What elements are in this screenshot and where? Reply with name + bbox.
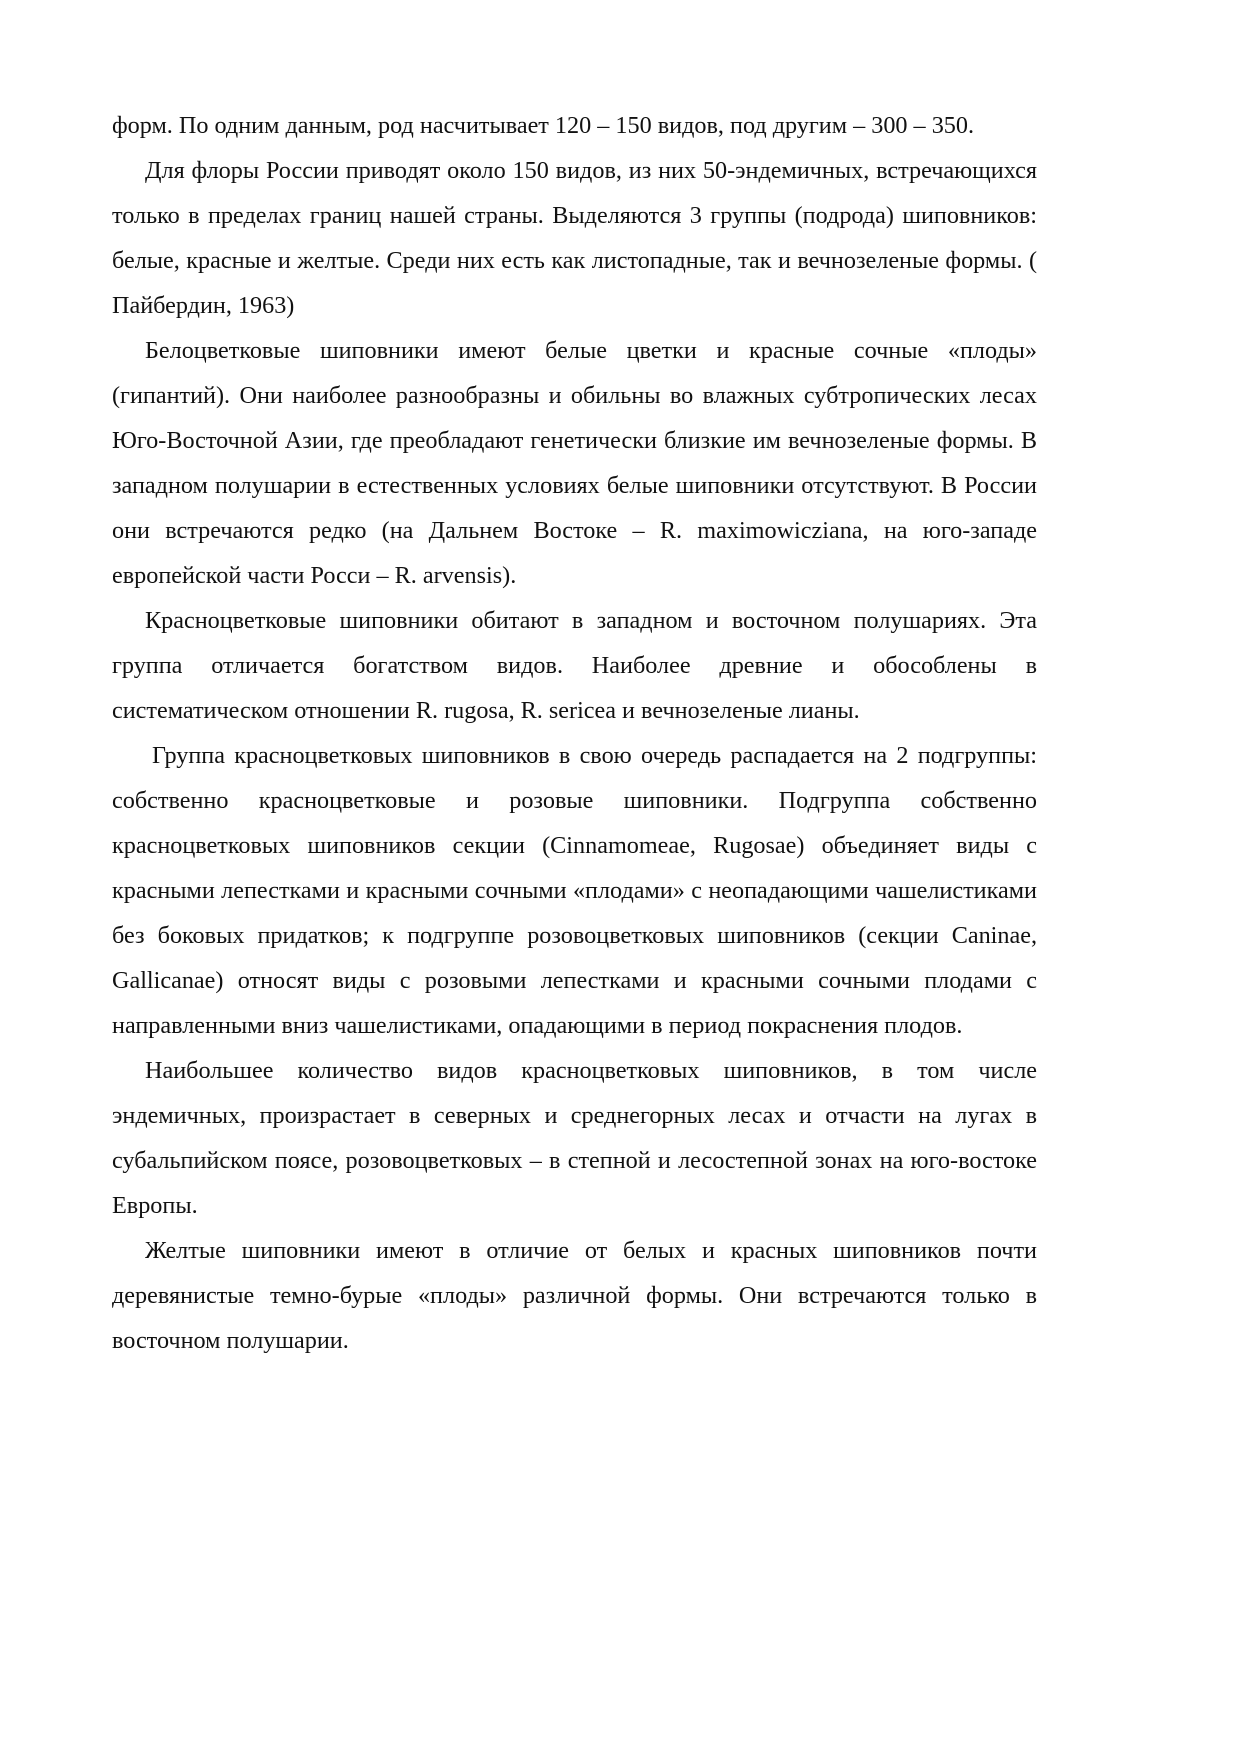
paragraph-continuation: форм. По одним данным, род насчитывает 120 – 150 видов, под другим – 300 – 350. [112,112,975,139]
paragraph-white-roses: Белоцветковые шиповники имеют белые цветки и красные сочные «плоды» (гипантий). Они наиболее разнообразны и обильны во влажных субтропических лесах Юго-Восточной Азии, где преобладают генетически близкие им вечнозеленые формы. В западном полушарии в естественных условиях белые шиповники отсутствуют. В России они встречаются редко (на Дальнем Востоке – R. maximowicziana, на юго-западе европейской части Росси – R. arvensis). [112,337,1037,589]
paragraph-red-roses: Красноцветковые шиповники обитают в западном и восточном полушариях. Эта группа отличается богатством видов. Наиболее древние и обособлены в систематическом отношении R. rugosa, R. sericea и вечнозеленые лианы. [112,607,1037,724]
paragraph-flora-russia: Для флоры России приводят около 150 видов, из них 50-эндемичных, встречающихся только в пределах границ нашей страны. Выделяются 3 группы (подрода) шиповников: белые, красные и желтые. Среди них есть как листопадные, так и вечнозеленые формы. ( Пайбердин, 1963) [112,157,1037,319]
paragraph-yellow-roses: Желтые шиповники имеют в отличие от белых и красных шиповников почти деревянистые темно-бурые «плоды» различной формы. Они встречаются только в восточном полушарии. [112,1237,1037,1354]
paragraph-species-distribution: Наибольшее количество видов красноцветковых шиповников, в том числе эндемичных, произрастает в северных и среднегорных лесах и отчасти на лугах в субальпийском поясе, розовоцветковых – в степной и лесостепной зонах на юго-востоке Европы. [112,1057,1037,1219]
document-page [112,103,1037,1363]
paragraph-red-subgroups: Группа красноцветковых шиповников в свою очередь распадается на 2 подгруппы: собственно красноцветковые и розовые шиповники. Подгруппа собственно красноцветковых шиповников секции (Cinnamomeae, Rugosae) объединяет виды с красными лепестками и красными сочными «плодами» с неопадающими чашелистиками без боковых придатков; к подгруппе розовоцветковых шиповников (секции Caninae, Gallicanae) относят виды с розовыми лепестками и красными сочными плодами с направленными вниз чашелистиками, опадающими в период покраснения плодов. [112,742,1037,1039]
